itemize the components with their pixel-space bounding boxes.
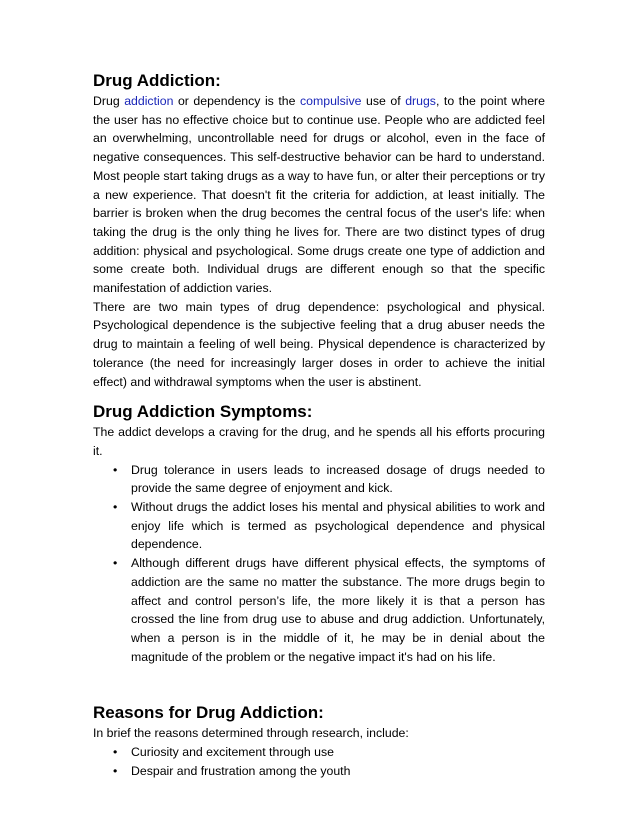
list-item — [93, 743, 545, 762]
text-fragment: , to the point where the user has no effective choice but to continue use. People who are addicted feel an overwhelming, uncontrollable need for drugs or alcohol, even in the face of negative consequences. This self-destructive behavior can be hard to understand. Most people start taking drugs as a way to have fun, or alter their perceptions or try a new experience. That doesn't fit the criteria for addiction, at least initially. The barrier is broken when the drug becomes the central focus of the user's life: when taking the drug is the only thing he lives for. There are two distinct types of drug addition: physical and psychological. Some drugs create one type of addiction and some create both. Individual drugs are different enough so that the specific manifestation of addiction varies. — [93, 94, 545, 296]
heading-reasons: Reasons for Drug Addiction: — [93, 703, 324, 723]
bullet-icon: • — [113, 500, 118, 515]
list-item-text: Although different drugs have different physical effects, the symptoms of addiction are the same no matter the substance. The more drugs begin to affect and control person’s life, the more likely it is that a person has crossed the line from drug use to abuse and drug addiction. Unfortunately, when a person is in the middle of it, he may be in denial about the magnitude of the problem or the negative impact it's had on his life. — [131, 556, 545, 664]
bullet-icon: • — [113, 763, 118, 778]
list-item — [93, 461, 545, 498]
link-drugs[interactable]: drugs — [405, 94, 436, 108]
section-symptoms — [93, 401, 545, 666]
list-item-text: Drug tolerance in users leads to increased dosage of drugs needed to provide the same degree of enjoyment and kick. — [131, 462, 545, 496]
symptoms-list — [93, 461, 545, 667]
bullet-icon: • — [113, 745, 118, 760]
bullet-icon: • — [113, 556, 118, 571]
section-reasons — [93, 702, 545, 780]
paragraph-reasons-intro: In brief the reasons determined through research, include: — [93, 726, 409, 741]
text-fragment: or dependency is the — [173, 94, 300, 108]
list-item-text: Without drugs the addict loses his mental and physical abilities to work and enjoy life which is termed as psychological dependence and physical dependence. — [131, 500, 545, 552]
list-item-text: Curiosity and excitement through use — [131, 745, 335, 760]
heading-drug-addiction: Drug Addiction: — [93, 71, 221, 90]
list-item — [93, 498, 545, 554]
link-compulsive[interactable]: compulsive — [300, 94, 362, 108]
text-fragment: Drug — [93, 94, 125, 108]
list-item — [93, 762, 545, 781]
list-item — [93, 554, 545, 666]
text-fragment: use of — [361, 94, 406, 108]
list-item-text: Despair and frustration among the youth — [131, 763, 351, 778]
heading-symptoms: Drug Addiction Symptoms: — [93, 402, 313, 422]
paragraph-definition — [93, 92, 545, 298]
paragraph-dependence-types: There are two main types of drug dependence: psychological and physical. Psychological dependence is the subjective feeling that a drug abuser needs the drug to maintain a feeling of well being. Physical dependence is characterized by tolerance (the need for increasingly larger doses in order to achieve the initial effect) and withdrawal symptoms when the user is abstinent. — [93, 299, 545, 389]
link-addiction[interactable]: addiction — [124, 94, 174, 108]
section-drug-addiction — [93, 70, 545, 391]
paragraph-symptoms-intro: The addict develops a craving for the drug, and he spends all his efforts procuring it. — [93, 425, 545, 458]
document-page — [93, 70, 545, 781]
reasons-list — [93, 743, 545, 780]
bullet-icon: • — [113, 462, 118, 477]
